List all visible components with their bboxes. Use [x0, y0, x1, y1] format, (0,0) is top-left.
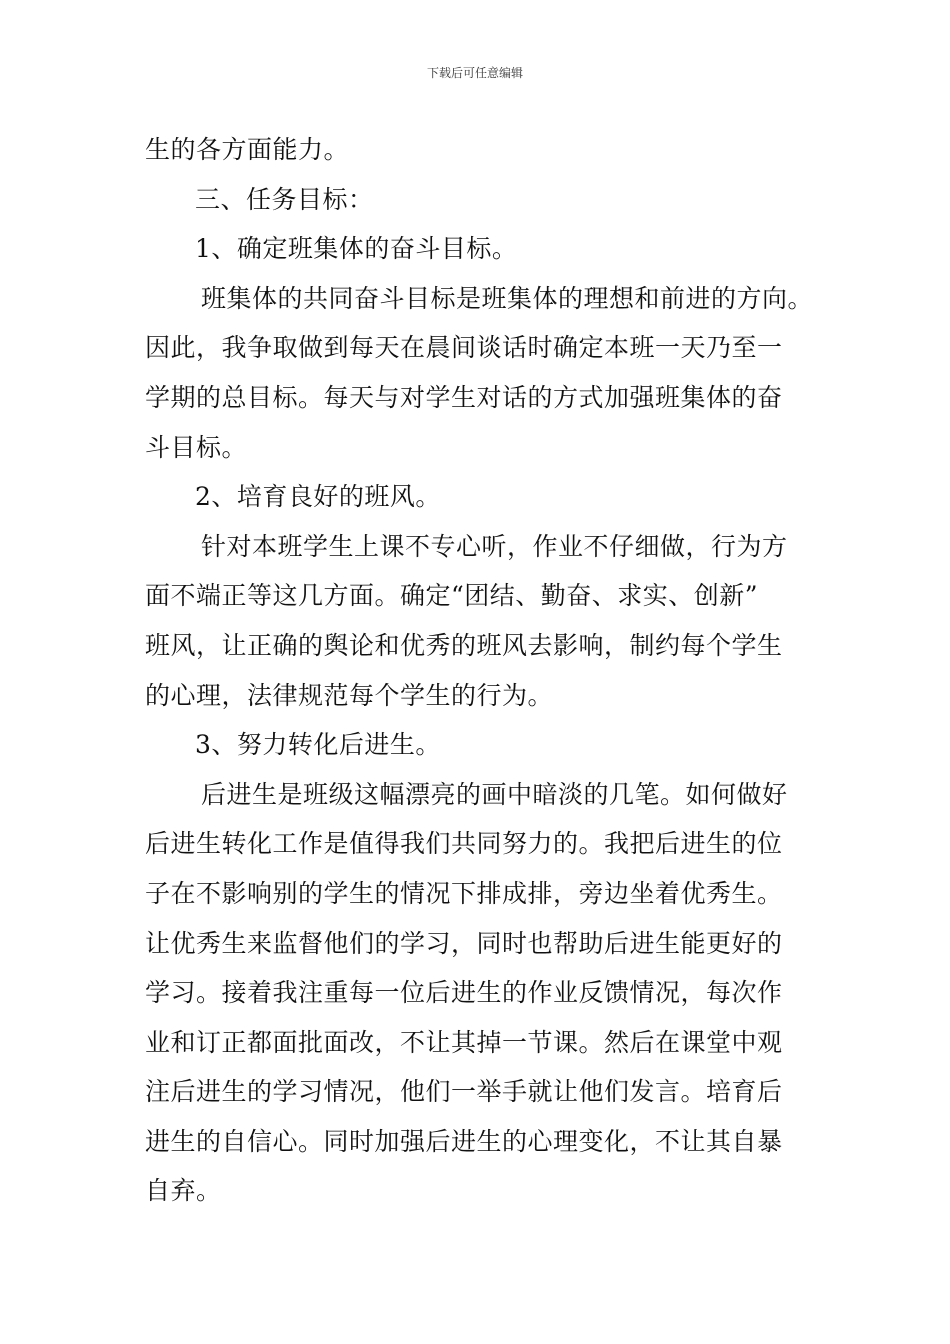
text-line: 后进生转化工作是值得我们共同努力的。我把后进生的位	[145, 829, 783, 859]
page-header: 下载后可任意编辑	[426, 66, 523, 80]
text-line: 学期的总目标。每天与对学生对话的方式加强班集体的奋	[145, 382, 783, 412]
paragraph	[145, 274, 817, 472]
text-line: 学习。接着我注重每一位后进生的作业反馈情况，每次作	[145, 978, 783, 1008]
text-line: 针对本班学生上课不专心听，作业不仔细做，行为方	[201, 531, 788, 561]
text-line: 斗目标。	[145, 432, 248, 462]
text-line: 3、努力转化后进生。	[195, 730, 441, 760]
text-line: 因此，我争取做到每天在晨间谈话时确定本班一天乃至一	[145, 333, 783, 363]
subsection-heading	[145, 472, 817, 522]
paragraph	[145, 770, 817, 1216]
subsection-heading	[145, 224, 817, 274]
document-body	[145, 125, 817, 1216]
text-line: 子在不影响别的学生的情况下排成排，旁边坐着优秀生。	[145, 878, 783, 908]
text-line: 2、培育良好的班风。	[195, 482, 441, 512]
text-line: 自弃。	[145, 1176, 222, 1206]
text-line: 进生的自信心。同时加强后进生的心理变化，不让其自暴	[145, 1126, 783, 1156]
text-line: 生的各方面能力。	[145, 135, 350, 164]
text-line: 业和订正都面批面改，不让其掉一节课。然后在课堂中观	[145, 1027, 783, 1057]
text-line: 面不端正等这几方面。确定“团结、勤奋、求实、创新”	[145, 581, 759, 611]
text-line: 让优秀生来监督他们的学习，同时也帮助后进生能更好的	[145, 928, 783, 958]
text-line: 班风，让正确的舆论和优秀的班风去影响，制约每个学生	[145, 630, 783, 660]
text-line: 后进生是班级这幅漂亮的画中暗淡的几笔。如何做好	[201, 779, 788, 809]
text-line: 三、任务目标：	[195, 184, 374, 214]
text-line: 班集体的共同奋斗目标是班集体的理想和前进的方向。	[201, 283, 814, 313]
text-line: 注后进生的学习情况，他们一举手就让他们发言。培育后	[145, 1077, 783, 1107]
text-line: 的心理，法律规范每个学生的行为。	[145, 680, 554, 710]
text-line: 1、确定班集体的奋斗目标。	[195, 234, 518, 264]
section-heading	[145, 175, 817, 225]
paragraph	[145, 522, 817, 720]
subsection-heading	[145, 720, 817, 770]
paragraph	[145, 125, 817, 175]
